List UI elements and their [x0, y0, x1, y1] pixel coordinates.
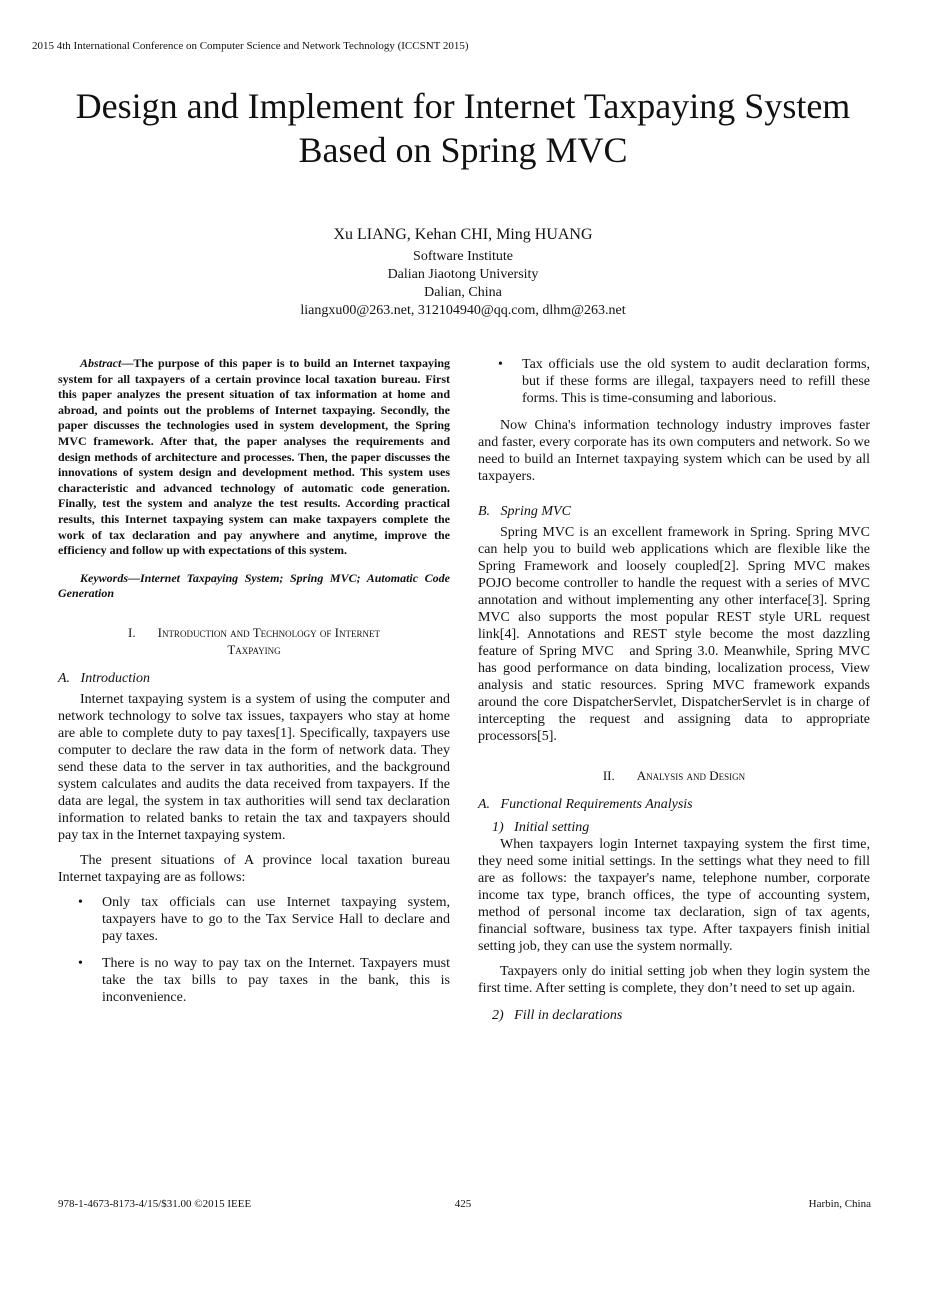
bullet-text: There is no way to pay tax on the Internet. Taxpayers must take the tax bills to pay taxes in the bank, this is inconvenience. — [102, 955, 450, 1005]
keywords: Keywords—Internet Taxpaying System; Spring MVC; Automatic Code Generation — [58, 570, 450, 601]
bullet-text: Only tax officials can use Internet taxpaying system, taxpayers have to go to the Tax Service Hall to declare and pay taxes. — [102, 894, 450, 944]
conference-header: 2015 4th International Conference on Computer Science and Network Technology (ICCSNT 2015) — [32, 40, 469, 52]
bullet-list — [478, 356, 870, 407]
paragraph: When taxpayers login Internet taxpaying system the first time, they need some initial settings. In the settings what they need to fill are as follows: the taxpayer's name, telephone number, corporate income tax type, branch offices, the type of accounting system, method of personal income tax declaration, sign of tax agents, financial software, business tax type. After taxpayers finish initial setting job, they can use the system normally. — [478, 837, 870, 954]
affiliation-location: Dalian, China — [424, 285, 502, 300]
bullet-icon: • — [78, 894, 83, 910]
bullet-list — [58, 894, 450, 1006]
footer-isbn: 978-1-4673-8173-4/15/$31.00 ©2015 IEEE — [58, 1198, 252, 1210]
subsection-1a-heading: A. Introduction — [58, 670, 151, 686]
abstract-dash: — — [121, 356, 134, 370]
section-1-number: I. — [128, 624, 136, 640]
bullet-text: Tax officials use the old system to audit declaration forms, but if these forms are illegal, taxpayers need to refill these forms. This is time-consuming and laborious. — [522, 357, 870, 406]
title-line-1: Design and Implement for Internet Taxpaying System — [75, 86, 851, 126]
bullet-item — [58, 894, 450, 945]
section-1-title-line1: Introduction and Technology of Internet — [157, 624, 380, 640]
paragraph: Spring MVC is an excellent framework in Spring. Spring MVC can help you to build web applications which are flexible like the Spring Framework and loosely coupled[2]. Spring MVC makes POJO become controller to handle the request with a series of MVC annotation and without implementing any other interface[3]. Spring MVC also supports the most popular REST style URL request link[4]. Annotations and REST style become the most dazzling feature of Spring MVC and Spring 3.0. Meanwhile, Spring MVC has good performance on data binding, localization process, View analysis and static resources. Spring MVC framework expands around the core DispatcherServlet, DispatcherServlet is in charge of intercepting the request and assigning data to appropriate processors[5]. — [478, 525, 870, 744]
bullet-icon: • — [78, 955, 83, 971]
affiliation — [0, 248, 926, 320]
bullet-item — [478, 356, 870, 407]
section-2-title: Analysis and Design — [636, 768, 746, 783]
item-1-heading: 1) Initial setting — [492, 820, 590, 835]
paper-title — [40, 84, 886, 172]
affiliation-university: Dalian Jiaotong University — [387, 267, 539, 282]
paragraph: Taxpayers only do initial setting job when they login system the first time. After setting is complete, they don’t need to set up again. — [478, 964, 870, 996]
subsection-1b-heading: B. Spring MVC — [478, 504, 571, 519]
abstract-text: The purpose of this paper is to build an Internet taxpaying system for all taxpayers of a certain province local taxation bureau. First this paper analyzes the present situation of tax information at home and abroad, and points out the problems of Internet taxpaying. Secondly, the paper discusses the technologies used in system development, the Spring MVC framework. After that, the paper analyses the requirements and design methods of architecture and processes. Then, the paper discusses the innovations of system design and development method. This system uses characteristic and advanced technology of automatic code generation. Finally, test the system and analyze the test results. According practical results, this Internet taxpaying system can make taxpayers complete the work of tax declaration and pay anywhere and anytime, improve the efficiency and follow up with expectations of this system. — [58, 356, 450, 558]
abstract-label: Abstract — [80, 356, 122, 370]
abstract — [58, 356, 450, 559]
title-line-2: Based on Spring MVC — [298, 130, 628, 170]
affiliation-emails: liangxu00@263.net, 312104940@qq.com, dlhm@263.net — [300, 303, 626, 318]
right-column — [478, 356, 870, 1024]
paragraph: The present situations of A province local taxation bureau Internet taxpaying are as follows: — [58, 852, 450, 885]
bullet-icon: • — [498, 357, 503, 372]
bullet-item — [58, 955, 450, 1006]
footer-place: Harbin, China — [808, 1198, 871, 1210]
authors: Xu LIANG, Kehan CHI, Ming HUANG — [333, 226, 593, 243]
section-2-heading — [478, 767, 870, 784]
subsection-2a-heading: A. Functional Requirements Analysis — [478, 797, 693, 812]
paragraph: Now China's information technology industry improves faster and faster, every corporate has its own computers and network. So we need to build an Internet taxpaying system which can be used by all taxpayers. — [478, 418, 870, 484]
page-number: 425 — [454, 1198, 472, 1210]
left-column — [58, 356, 450, 1016]
affiliation-dept: Software Institute — [413, 249, 513, 264]
item-2-heading: 2) Fill in declarations — [492, 1008, 623, 1023]
section-1-title-line2: Taxpaying — [227, 641, 281, 657]
section-1-heading — [58, 624, 450, 658]
paragraph: Internet taxpaying system is a system of using the computer and network technology to solve tax issues, taxpayers who stay at home are able to complete duty to pay taxes[1]. Specifically, taxpayers use computer to declare the raw data in the form of network data. They send these data to the server in tax authorities, and the background system calculates and audits the data received from taxpayers. If the data are legal, the system in tax authorities will send tax declaration information to related banks to retain the tax and taxpayers should pay tax in the Internet taxpaying system. — [58, 691, 450, 843]
section-2-number: II. — [602, 768, 615, 783]
